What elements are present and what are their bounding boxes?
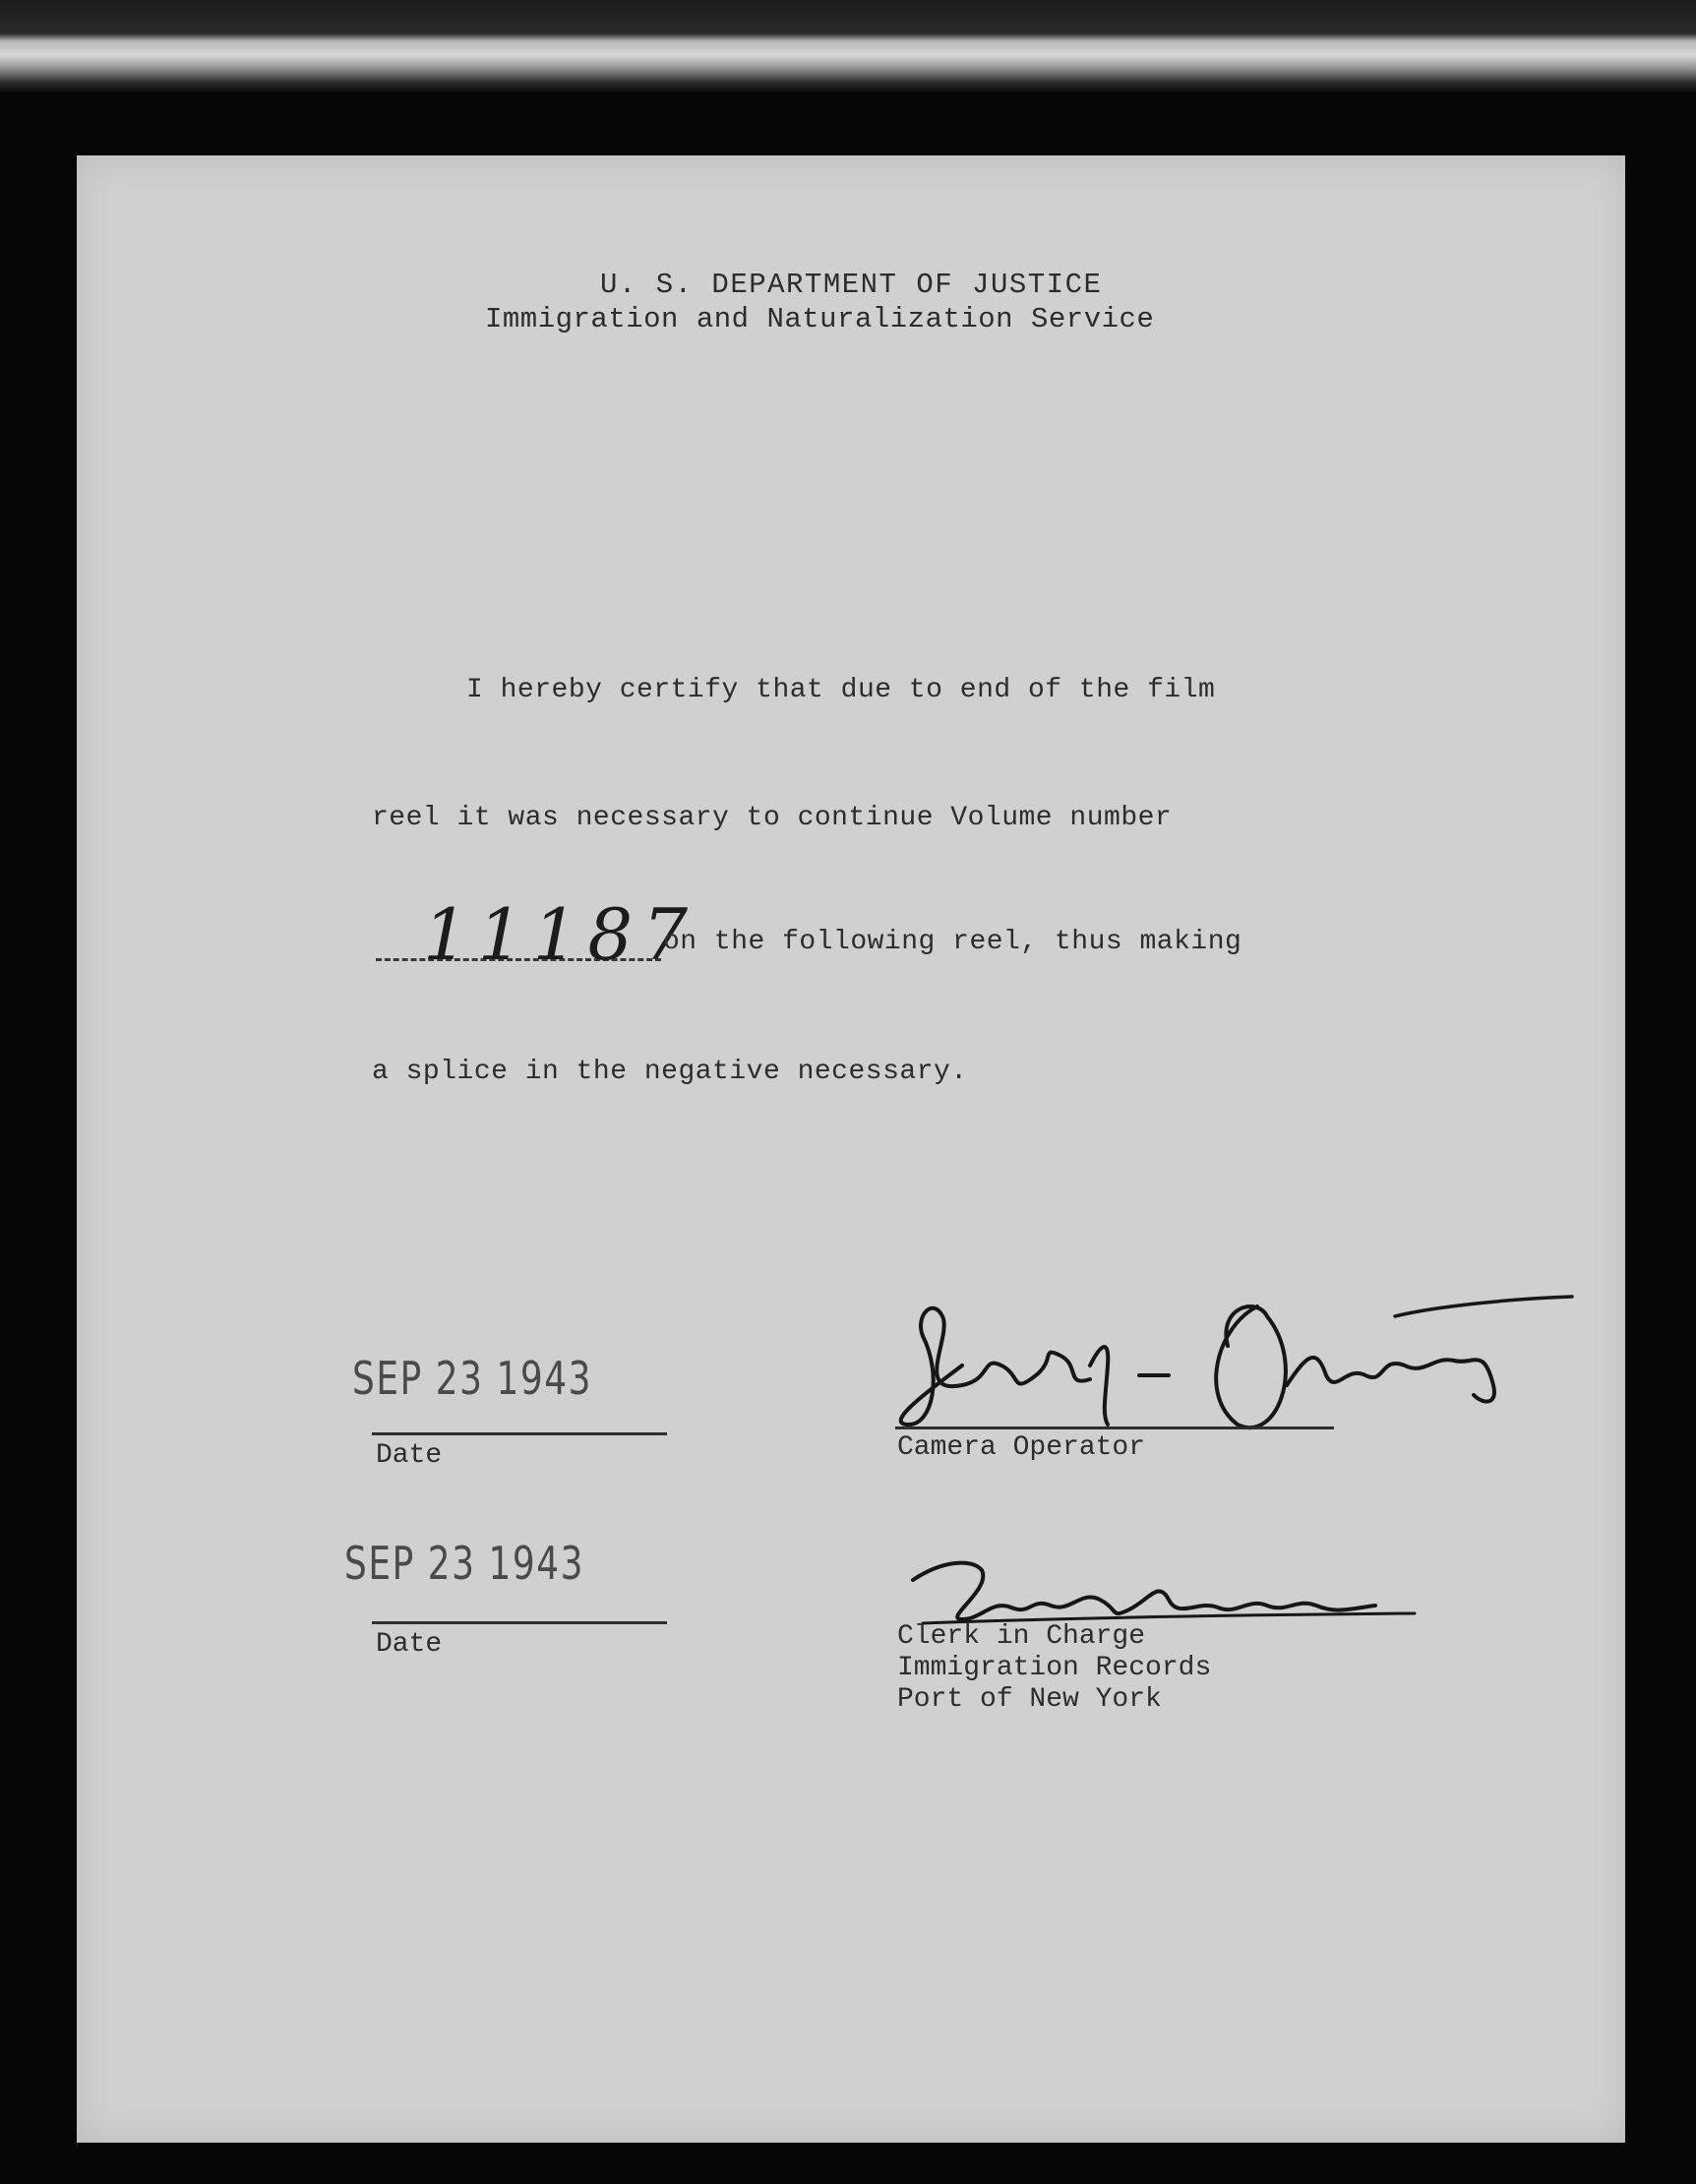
microfilm-edge bbox=[0, 0, 1696, 92]
clerk-label-1: Clerk in Charge bbox=[897, 1621, 1146, 1652]
date-stamp-1: SEP 23 1943 bbox=[352, 1352, 593, 1405]
certification-line-2: reel it was necessary to continue Volume number bbox=[372, 803, 1173, 833]
agency-subtitle: Immigration and Naturalization Service bbox=[485, 303, 1155, 335]
document-page bbox=[77, 155, 1625, 2143]
camera-operator-line bbox=[895, 1426, 1334, 1429]
date-label-2: Date bbox=[376, 1629, 443, 1660]
camera-operator-label: Camera Operator bbox=[897, 1432, 1146, 1463]
certification-line-1: I hereby certify that due to end of the film bbox=[466, 675, 1216, 705]
date-label-1: Date bbox=[376, 1440, 443, 1471]
certification-line-3: on the following reel, thus making bbox=[663, 927, 1242, 957]
camera-operator-signature bbox=[844, 1277, 1592, 1444]
agency-title: U. S. DEPARTMENT OF JUSTICE bbox=[600, 269, 1103, 301]
volume-number-handwritten: 11187 bbox=[423, 893, 698, 976]
certification-line-4: a splice in the negative necessary. bbox=[372, 1057, 968, 1087]
date-stamp-2: SEP 23 1943 bbox=[344, 1537, 585, 1590]
date-line-1 bbox=[372, 1432, 667, 1435]
clerk-label-3: Port of New York bbox=[897, 1684, 1162, 1715]
clerk-label-2: Immigration Records bbox=[897, 1653, 1212, 1683]
date-line-2 bbox=[372, 1621, 667, 1624]
